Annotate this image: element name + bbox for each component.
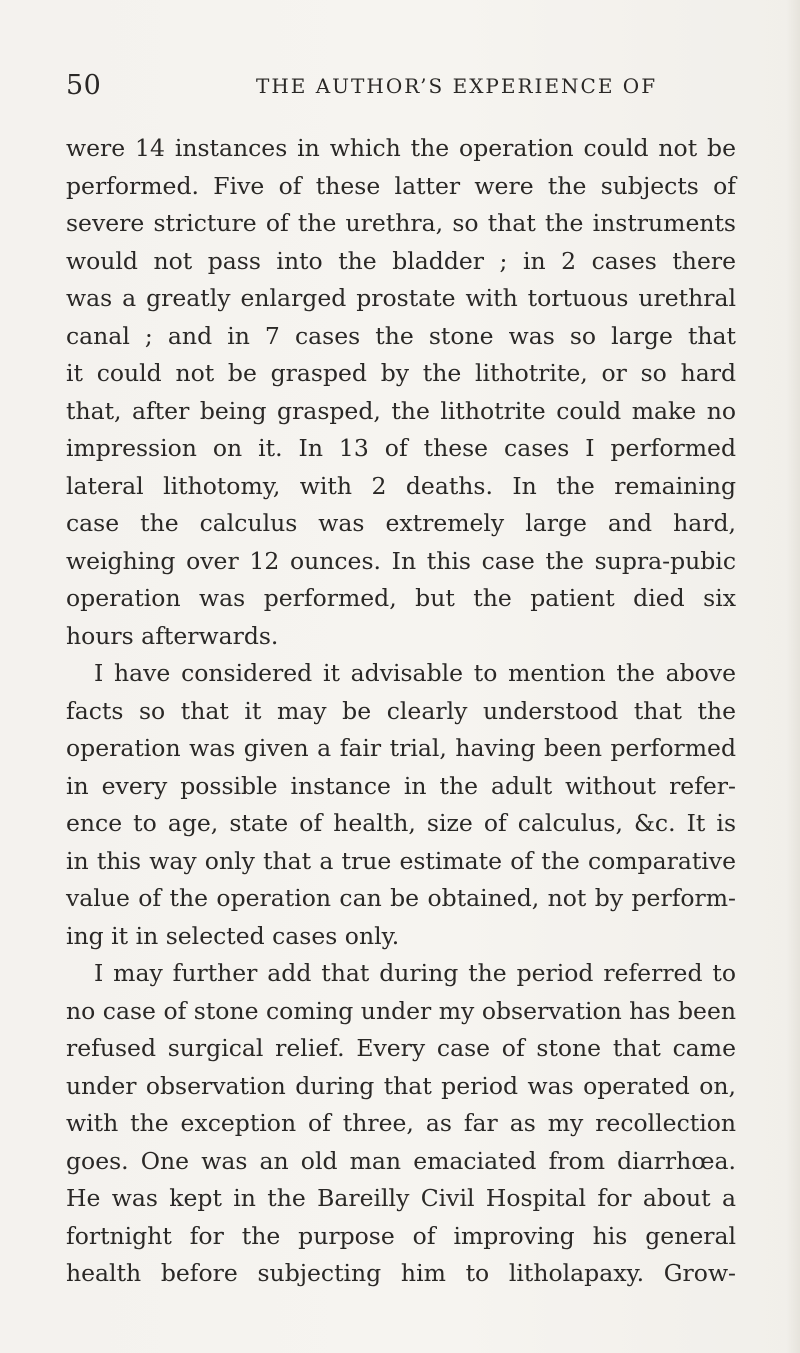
text-line: lateral lithotomy, with 2 deaths. In the remaining: [66, 471, 736, 500]
text-line: weighing over 12 ounces. In this case the supra-pubic: [66, 546, 736, 575]
text-line: I may further add that during the period referred to: [94, 959, 736, 987]
page-number: 50: [66, 70, 102, 101]
text-line: health before subjecting him to litholapaxy. Grow-: [66, 1259, 736, 1287]
text-line: ence to age, state of health, size of calculus, &c. It is: [66, 809, 736, 837]
text-line: no case of stone coming under my observation has been: [66, 996, 736, 1025]
text-line: goes. One was an old man emaciated from diarrhœa.: [66, 1146, 736, 1175]
text-line: fortnight for the purpose of improving his general: [66, 1221, 736, 1250]
text-line: with the exception of three, as far as my recollection: [66, 1109, 736, 1137]
text-line: would not pass into the bladder ; in 2 cases there: [66, 246, 736, 275]
page-edge-shadow: [786, 0, 800, 1353]
text-line: in this way only that a true estimate of the comparative: [66, 846, 736, 875]
text-line: was a greatly enlarged prostate with tortuous urethral: [66, 284, 736, 312]
running-head: THE AUTHOR’S EXPERIENCE OF: [256, 74, 658, 98]
text-line: that, after being grasped, the lithotrite could make no: [66, 396, 736, 425]
text-line: were 14 instances in which the operation could not be: [66, 134, 736, 162]
text-line: canal ; and in 7 cases the stone was so large that: [66, 321, 736, 350]
text-line: operation was performed, but the patient died six: [66, 584, 736, 612]
text-line: refused surgical relief. Every case of stone that came: [66, 1034, 736, 1062]
text-line: under observation during that period was operated on,: [66, 1071, 736, 1100]
text-line: in every possible instance in the adult without refer-: [66, 771, 736, 800]
text-line: I have considered it advisable to mention the above: [94, 659, 736, 687]
text-line: impression on it. In 13 of these cases I performed: [66, 434, 736, 462]
text-line: facts so that it may be clearly understood that the: [66, 696, 736, 725]
text-line: hours afterwards.: [66, 621, 279, 650]
page-header: [66, 70, 726, 110]
text-line: He was kept in the Bareilly Civil Hospital for about a: [66, 1184, 736, 1212]
text-line: performed. Five of these latter were the subjects of: [66, 171, 736, 200]
text-line: value of the operation can be obtained, not by perform-: [66, 884, 736, 912]
text-line: case the calculus was extremely large and hard,: [66, 509, 736, 537]
text-line: operation was given a fair trial, having been performed: [66, 734, 736, 762]
text-line: severe stricture of the urethra, so that the instruments: [66, 209, 736, 237]
text-line: ing it in selected cases only.: [66, 921, 400, 950]
body-text: [66, 130, 736, 1293]
text-line: it could not be grasped by the lithotrite, or so hard: [66, 359, 736, 387]
